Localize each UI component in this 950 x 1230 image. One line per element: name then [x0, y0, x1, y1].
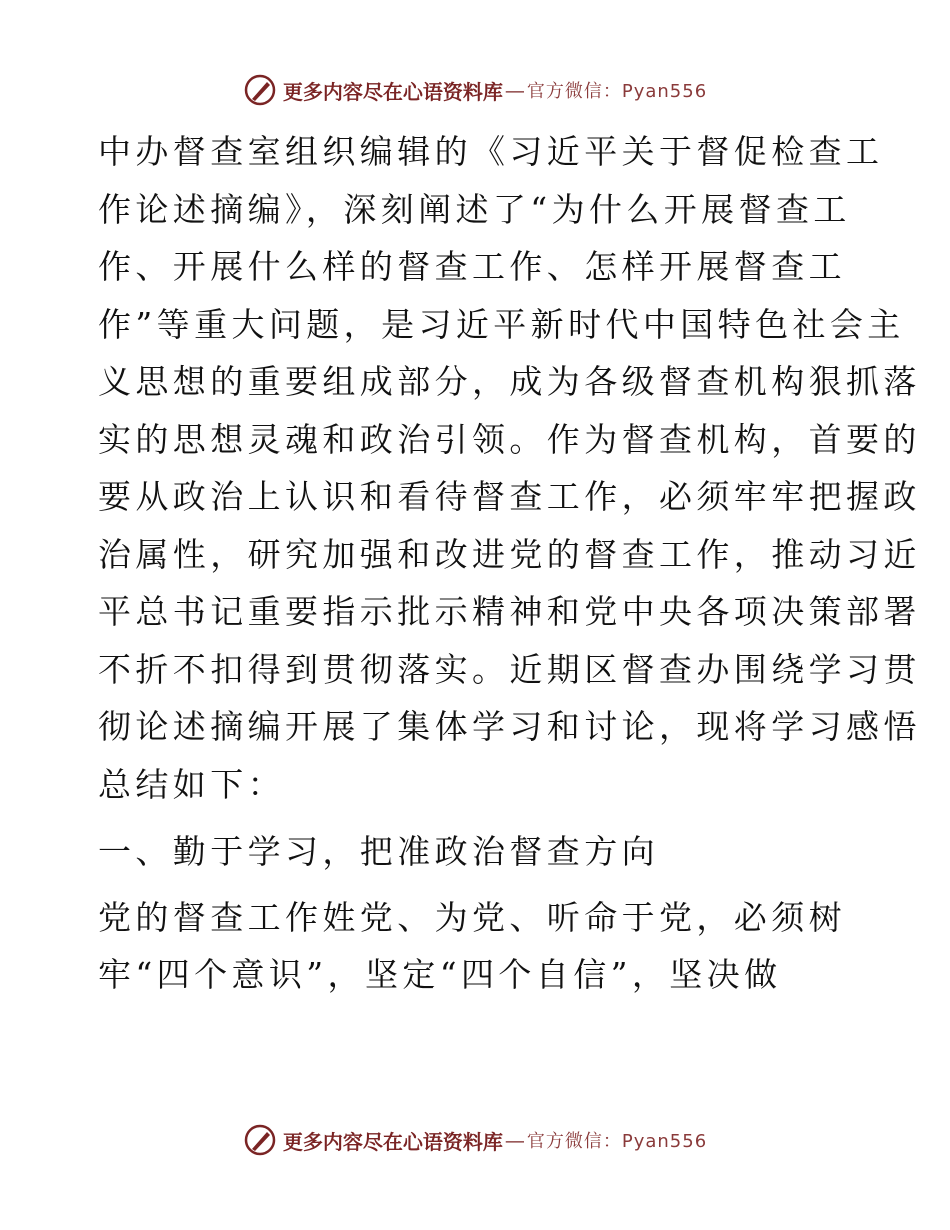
paragraph-line: 义思想的重要组成部分，成为各级督查机构狠抓落: [98, 362, 921, 401]
paragraph-line: 牢“四个意识”，坚定“四个自信”，坚决做: [98, 955, 782, 994]
banner-wechat: 官方微信：Pyan556: [526, 81, 708, 102]
paragraph-line: 中办督查室组织编辑的《习近平关于督促检查工: [98, 132, 884, 171]
header-banner: [0, 70, 950, 110]
paragraph-line: 彻论述摘编开展了集体学习和讨论，现将学习感悟: [98, 707, 921, 746]
section-heading: 一、勤于学习，把准政治督查方向: [98, 832, 659, 871]
paragraph-line: 作、开展什么样的督查工作、怎样开展督查工: [98, 247, 846, 286]
paragraph-line: 作”等重大问题，是习近平新时代中国特色社会主: [98, 304, 905, 344]
banner-title: 更多内容尽在心语资料库: [282, 79, 503, 104]
paragraph-line: 平总书记重要指示批示精神和党中央各项决策部署: [98, 592, 921, 631]
document-body: [98, 123, 921, 1004]
paragraph-line: 治属性，研究加强和改进党的督查工作，推动习近: [98, 534, 921, 574]
banner-title: 更多内容尽在心语资料库: [282, 1129, 503, 1154]
banner-dash: —: [504, 1128, 525, 1152]
quill-pen-logo-icon: [243, 73, 277, 107]
paragraph-line: 实的思想灵魂和政治引领。作为督查机构，首要的: [98, 419, 921, 459]
paragraph-line: 党的督查工作姓党、为党、听命于党，必须树: [98, 897, 846, 937]
paragraph-line: 要从政治上认识和看待督查工作，必须牢牢把握政: [98, 477, 921, 516]
banner-dash: —: [504, 78, 525, 102]
paragraph-line: 总结如下：: [98, 764, 285, 804]
banner-wechat: 官方微信：Pyan556: [526, 1131, 708, 1152]
paragraph-line: 作论述摘编》，深刻阐述了“为什么开展督查工: [98, 189, 851, 229]
paragraph-line: 不折不扣得到贯彻落实。近期区督查办围绕学习贯: [98, 649, 921, 689]
footer-banner: [0, 1120, 950, 1160]
quill-pen-logo-icon: [243, 1123, 277, 1157]
